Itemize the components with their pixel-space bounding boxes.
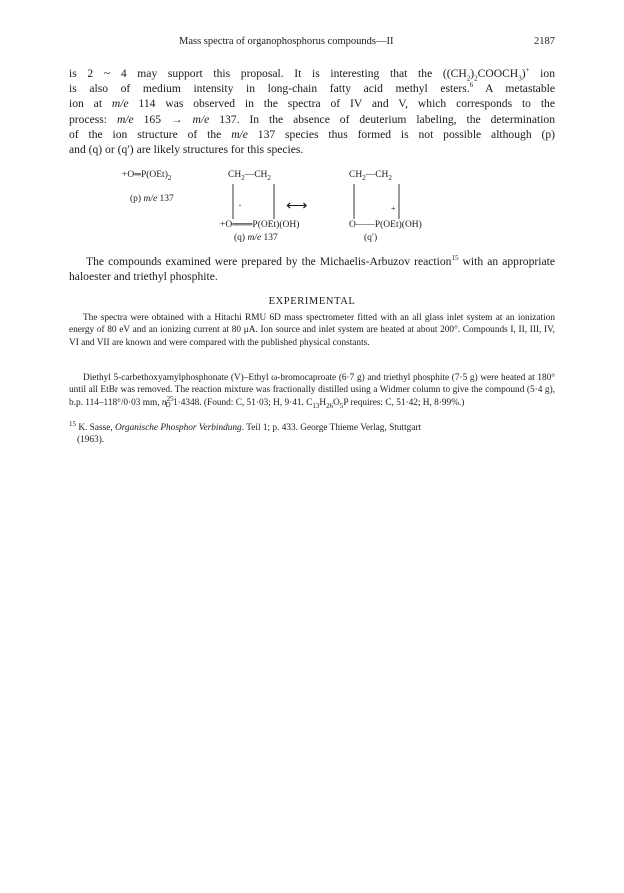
text-line: is 2 ~ 4 may support this proposal. It is interesting that the $((CH_2)_2COOCH_3)^+$ ion bbox=[69, 66, 555, 83]
experimental-paragraph-2: Diethyl 5-carbethoxyamylphosphonate (V)–Ethyl ω-bromocaproate (6·7 g) and triethyl phosphite (7·5 g) were heated at 180° until all EtBr was removed. The reaction mixture was fractionally distilled using a Widmer column to give the compound (5·4 g), b.p. 114–118°/0·03 mm, $n^{25}_D$ 1·4348. (Found: C, 51·03; H, 9·41. $C_{13}H_{26}O_5P$ requires: C, 51·42; H, 8·99%.) bbox=[69, 373, 555, 410]
text-line: and (q) or (q′) are likely structures for this species. bbox=[69, 143, 304, 157]
charge-plus: + bbox=[391, 204, 396, 213]
ion-p-label: (p) m/e 137 bbox=[130, 194, 174, 204]
ion-qprime-label: (q′) bbox=[364, 233, 378, 243]
ion-qprime-top: $CH_2—CH_2$ bbox=[349, 170, 392, 182]
paragraph-discussion bbox=[69, 66, 555, 157]
resonance-arrow: ⟷ bbox=[286, 198, 308, 214]
text-line: process: m/e 165 → m/e 137. In the absence of deuterium labeling, the determination bbox=[69, 112, 556, 126]
ion-q-bottom: +O═══P(OEt)(OH) bbox=[220, 220, 300, 230]
text-line: ion at m/e 114 was observed in the spectra of IV and V, which corresponds to the bbox=[69, 97, 555, 111]
radical-dot: · bbox=[238, 198, 242, 212]
ion-qprime-bottom: O——P(OEt)(OH) bbox=[349, 220, 422, 230]
text-line: of the ion structure of the m/e 137 species thus formed is not possible although (p) bbox=[69, 127, 555, 141]
footnote-line: (1963). bbox=[77, 435, 105, 446]
paragraph-preparation: The compounds examined were prepared by the Michaelis-Arbuzov reaction$^{15}$ with an appropriate haloester and triethyl phosphite. bbox=[69, 254, 555, 284]
page-number: 2187 bbox=[534, 36, 555, 47]
footnote bbox=[69, 419, 555, 447]
running-header bbox=[69, 36, 555, 50]
ion-q-label: (q) m/e 137 bbox=[234, 233, 278, 243]
running-title: Mass spectra of organophosphorus compounds—II bbox=[179, 36, 394, 47]
footnote-line: $^{15}$ K. Sasse, Organische Phosphor Verbindung. Teil 1; p. 433. George Thieme Verlag, Stuttgart bbox=[69, 419, 422, 433]
experimental-paragraph-1: The spectra were obtained with a Hitachi RMU 6D mass spectrometer fitted with an all glass inlet system at an ionization energy of 80 eV and an ionizing current at 80 μA. Ion source and inlet system are heated at about 200°. Compounds I, II, III, IV, VI and VII are known and were compared with the published physical constants. bbox=[69, 313, 555, 348]
ion-p-structure: $+O═P(OEt)_2$ bbox=[122, 170, 172, 182]
structure-scheme bbox=[120, 170, 480, 248]
section-heading: EXPERIMENTAL bbox=[268, 296, 356, 307]
text-line: is also of medium intensity in long-chain fatty acid methyl esters.$^6$ A metastable bbox=[69, 81, 555, 96]
ion-q-top: $CH_2—CH_2$ bbox=[228, 170, 271, 182]
